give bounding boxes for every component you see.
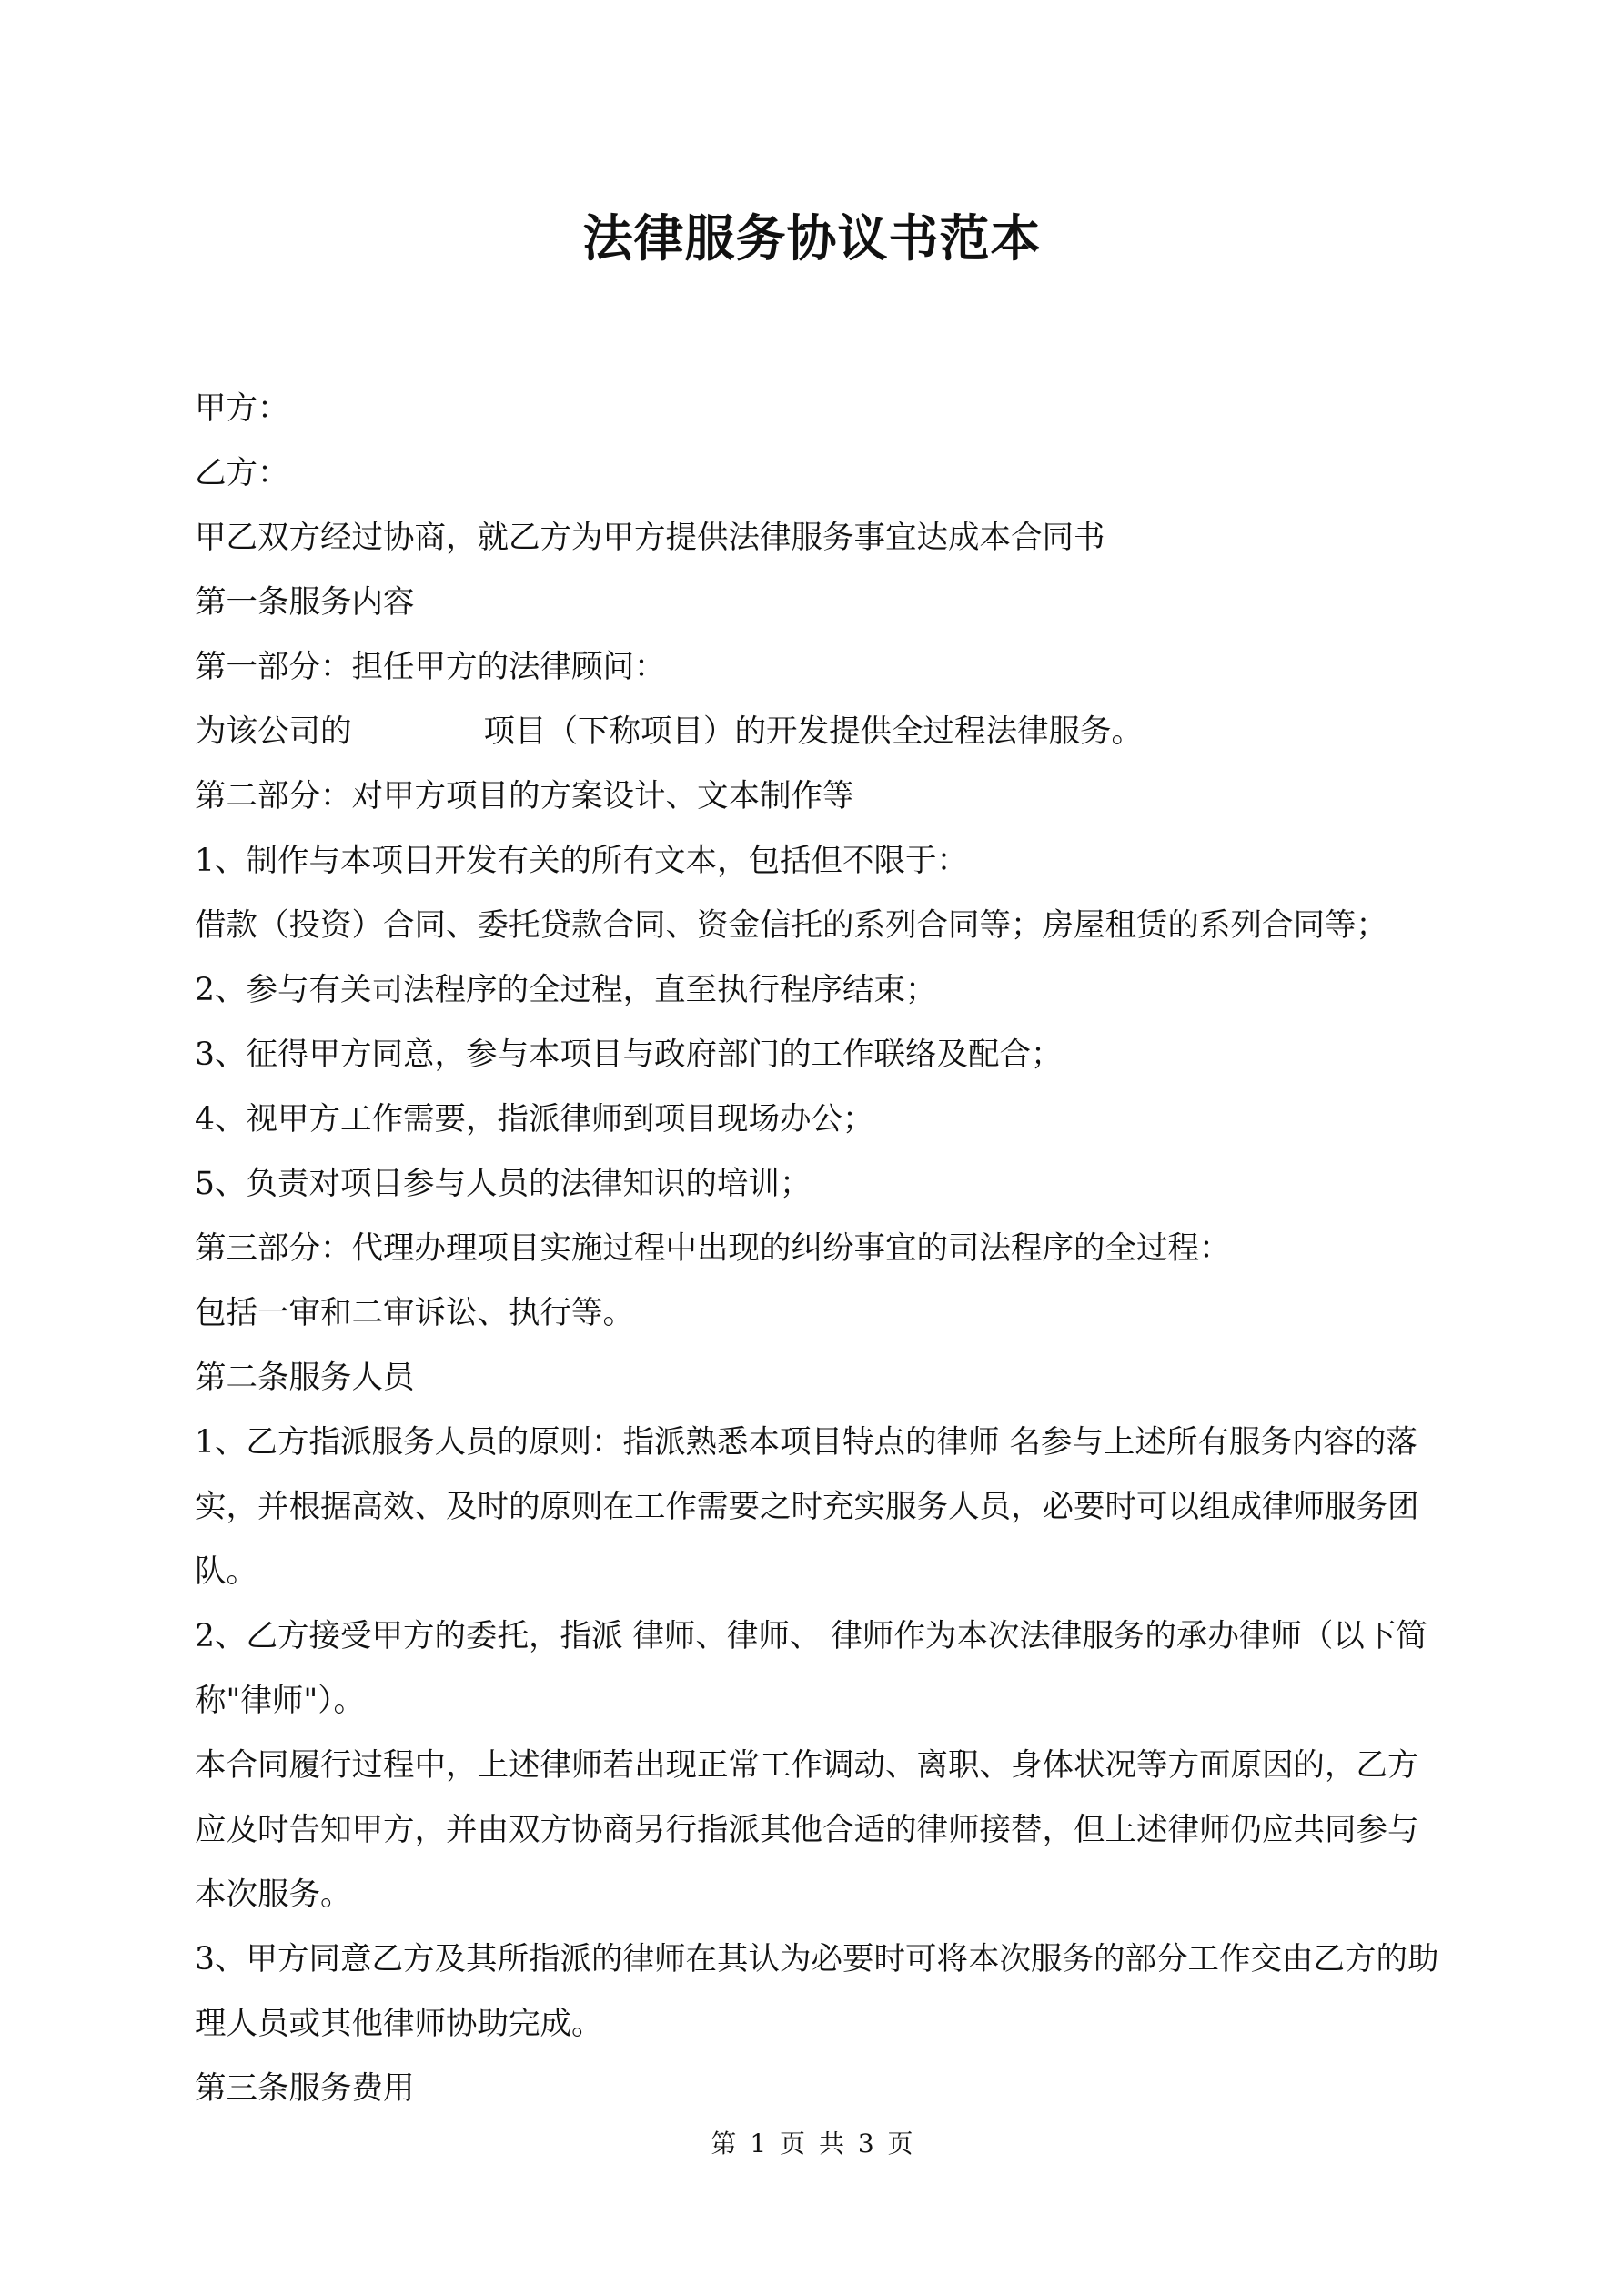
- article1-heading: 第一条服务内容: [195, 584, 415, 621]
- part2-heading: 第二部分：对甲方项目的方案设计、文本制作等: [195, 778, 854, 814]
- document-body: [195, 377, 1441, 2121]
- part2-item-1-detail: 借款（投资）合同、委托贷款合同、资金信托的系列合同等；房屋租赁的系列合同等；: [195, 907, 1387, 944]
- part2-item-4: 4、视甲方工作需要，指派律师到项目现场办公；: [195, 1101, 874, 1138]
- part2-item-2: 2、参与有关司法程序的全过程，直至执行程序结束；: [195, 972, 937, 1008]
- part1-line-post: 项目（下称项目）的开发提供全过程法律服务。: [483, 713, 1143, 750]
- part1-line: [195, 700, 1441, 764]
- article2-item-2: 2、乙方接受甲方的委托，指派 律师、律师、 律师作为本次法律服务的承办律师（以下简称"律师"）。: [195, 1618, 1427, 1719]
- part2-item-1: 1、制作与本项目开发有关的所有文本，包括但不限于：: [195, 843, 968, 879]
- intro-paragraph: 甲乙双方经过协商，就乙方为甲方提供法律服务事宜达成本合同书: [195, 520, 1105, 556]
- part1-heading: 第一部分：担任甲方的法律顾问：: [195, 649, 666, 685]
- part2-item-5: 5、负责对项目参与人员的法律知识的培训；: [195, 1166, 812, 1202]
- part1-line-pre: 为该公司的: [195, 713, 352, 750]
- article3-heading: 第三条服务费用: [195, 2070, 415, 2107]
- part3-detail: 包括一审和二审诉讼、执行等。: [195, 1295, 634, 1331]
- article2-item-3: 3、甲方同意乙方及其所指派的律师在其认为必要时可将本次服务的部分工作交由乙方的助理人员或其他律师协助完成。: [195, 1941, 1439, 2042]
- article2-item-1: 1、乙方指派服务人员的原则：指派熟悉本项目特点的律师 名参与上述所有服务内容的落实，并根据高效、及时的原则在工作需要之时充实服务人员，必要时可以组成律师服务团队。: [195, 1424, 1419, 1590]
- party-b-line: 乙方：: [195, 455, 289, 491]
- party-a-line: 甲方：: [195, 390, 289, 427]
- part3-heading: 第三部分：代理办理项目实施过程中出现的纠纷事宜的司法程序的全过程：: [195, 1230, 1231, 1267]
- article2-heading: 第二条服务人员: [195, 1360, 415, 1396]
- part2-item-3: 3、征得甲方同意，参与本项目与政府部门的工作联络及配合；: [195, 1037, 1063, 1073]
- page-number-footer: 第 1 页 共 3 页: [711, 2129, 913, 2159]
- article2-item-2-detail: 本合同履行过程中，上述律师若出现正常工作调动、离职、身体状况等方面原因的，乙方应及时告知甲方，并由双方协商另行指派其他合适的律师接替，但上述律师仍应共同参与本次服务。: [195, 1747, 1419, 1913]
- document-title: 法律服务协议书范本: [582, 209, 1042, 268]
